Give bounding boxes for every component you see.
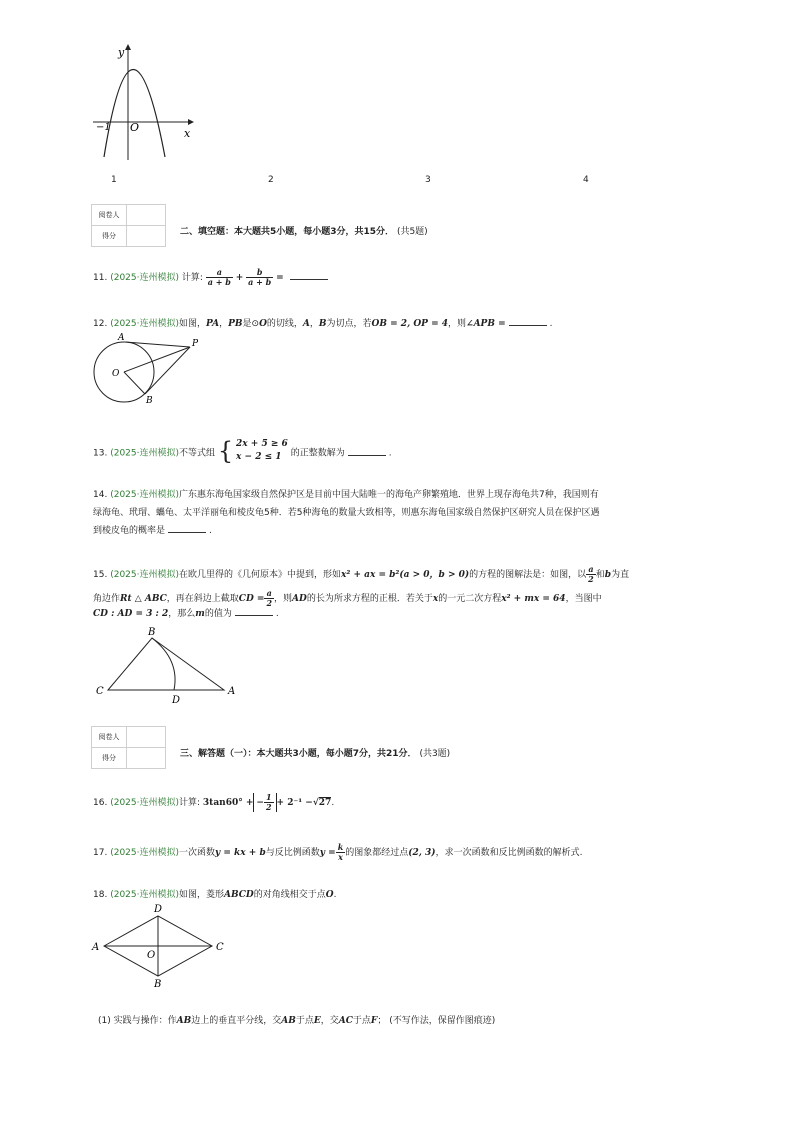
q15-cd-den: 2: [266, 598, 273, 608]
q18-1-f: F: [370, 1016, 378, 1026]
q15-t4: 为直: [611, 570, 630, 580]
q15-ad: AD: [292, 594, 307, 604]
q15-eqn: x² + ax = b²: [341, 570, 400, 580]
rhombus-figure: [90, 902, 235, 992]
q11-plus: +: [235, 273, 244, 283]
label-o: O: [112, 369, 120, 379]
q12-c2: ，: [309, 319, 319, 329]
score-label-2: 得分: [92, 748, 127, 769]
q12-apb: ∠APB =: [466, 319, 506, 329]
q13-ineq1: 2x + 5 ≥ 6: [236, 439, 288, 449]
q14-number: 14.: [93, 490, 108, 500]
option-3: 3: [425, 175, 431, 185]
q12-cond: OB = 2, OP = 4: [371, 319, 449, 329]
label-d: D: [172, 695, 181, 706]
q18-1-ac: AC: [338, 1016, 353, 1026]
section-3-count: (共3题): [419, 749, 451, 759]
q15-l2f: ，当图中: [565, 594, 602, 604]
q15-t3: 和: [595, 570, 605, 580]
label-o: O: [147, 950, 156, 961]
label-a: A: [228, 686, 236, 697]
q15-t2: 的方程的图解法是：如图，以: [469, 570, 587, 580]
q12-t3: 的切线，: [266, 319, 303, 329]
origin-label: O: [130, 121, 140, 134]
score-cell-2[interactable]: [127, 748, 166, 769]
question-18: [93, 888, 336, 902]
q16-number: 16.: [93, 798, 108, 808]
score-box-2: [91, 726, 166, 769]
tangent-pb: [145, 347, 190, 394]
question-17: [93, 843, 582, 862]
q17-lin: y = kx + b: [215, 848, 266, 858]
reviewer-cell[interactable]: [127, 205, 166, 226]
score-cell[interactable]: [127, 226, 166, 247]
q17-inv-frac: [336, 843, 346, 862]
q16-expr1: 3tan60° +: [202, 798, 254, 808]
q17-number: 17.: [93, 848, 108, 858]
q11-answer-blank[interactable]: [290, 271, 328, 280]
q16-expr2: + 2⁻¹ −: [276, 798, 313, 808]
triangle-abc: [108, 638, 224, 690]
q13-source: (2025·连州模拟): [110, 448, 179, 459]
question-14: [93, 488, 599, 502]
q15-x: x: [432, 594, 439, 604]
reviewer-label-2: 阅卷人: [92, 727, 127, 748]
q18-1-t1: 实践与操作：作: [113, 1016, 177, 1026]
q16-abs-den: 2: [265, 802, 272, 812]
section-2-count: (共5题): [396, 227, 428, 237]
segment-op: [124, 347, 190, 372]
y-label: y: [118, 46, 125, 59]
q12-source: (2025·连州模拟): [110, 319, 179, 329]
q15-half-num: a: [586, 565, 596, 575]
q12-t2: 是⊙: [242, 319, 260, 329]
q15-l2e: 的一元二次方程: [438, 594, 502, 604]
question-16: [93, 793, 334, 812]
y-axis-arrow: [125, 44, 131, 50]
q18-source: (2025·连州模拟): [110, 890, 179, 900]
q15-rt: Rt △ ABC: [120, 594, 167, 604]
q15-l3a: ，那么: [168, 609, 196, 619]
section-3-header: [180, 746, 450, 759]
q11-f2-den: a + b: [248, 277, 272, 287]
q15-cd-frac: [264, 589, 274, 608]
q12-t4: 为切点，若: [326, 319, 372, 329]
q13-answer-blank[interactable]: [348, 447, 386, 456]
label-c: C: [216, 942, 224, 953]
q14-line2: 绿海龟、玳瑁、蠵龟、太平洋丽龟和棱皮龟5种．若5种海龟的数量大致相等，则惠东海龟国家级自然保护区研究人员在保护区遇: [93, 508, 600, 518]
label-p: P: [192, 339, 199, 349]
parabola-curve: [104, 70, 165, 158]
q13-t2: 的正整数解为: [290, 448, 345, 459]
q11-number: 11.: [93, 273, 108, 283]
q18-end: .: [333, 890, 337, 900]
q18-abcd: ABCD: [224, 890, 254, 900]
q16-t1: 计算:: [179, 798, 201, 808]
segment-ob: [124, 372, 145, 394]
question-13: [93, 437, 392, 466]
q12-c1: ，: [219, 319, 229, 329]
q17-inv-lhs: y =: [319, 848, 336, 858]
q13-lines: [236, 438, 288, 464]
q15-answer-blank[interactable]: [235, 607, 273, 616]
q12-b: B: [318, 319, 327, 329]
q15-cd: CD =: [238, 594, 265, 604]
question-14-line2: [93, 506, 599, 520]
question-15: [93, 565, 629, 584]
q11-text: 计算:: [181, 273, 203, 283]
q18-o: O: [325, 890, 334, 900]
q15-l2b: ，再在斜边上截取: [166, 594, 239, 604]
q15-number: 15.: [93, 570, 108, 580]
q15-end: .: [275, 609, 279, 619]
q13-system: [218, 438, 288, 464]
q18-1-t2: 边上的垂直平分线，交: [191, 1016, 282, 1026]
q16-sqrt-sign: √: [312, 798, 319, 808]
label-d: D: [154, 904, 163, 915]
q16-sqrt-val: 27: [318, 798, 332, 808]
q15-l2a: 角边作: [93, 594, 121, 604]
option-1: 1: [111, 175, 117, 185]
q12-pb: PB: [228, 319, 243, 329]
q18-t2: 的对角线相交于点: [253, 890, 326, 900]
q18-1-t5: 于点: [352, 1016, 371, 1026]
label-b: B: [154, 979, 162, 990]
section-2-title: 二、填空题：本大题共5小题，每小题3分，共15分．: [180, 227, 395, 237]
question-15-line2: [93, 589, 602, 608]
q13-t1: 不等式组: [179, 448, 216, 459]
section-2-header: [180, 224, 428, 237]
q12-a: A: [302, 319, 310, 329]
q18-1-t6: ；: [377, 1016, 387, 1026]
question-14-line3: [93, 524, 212, 538]
q15-l2c: ，则: [274, 594, 293, 604]
q17-t1: 一次函数: [179, 848, 216, 858]
question-15-line3: [93, 607, 279, 621]
q11-equals: =: [276, 273, 284, 283]
q12-answer-blank[interactable]: [509, 317, 547, 326]
q17-t3: 的图象都经过点: [345, 848, 409, 858]
q11-f1-den: a + b: [207, 277, 231, 287]
label-c: C: [96, 686, 104, 697]
q16-end: .: [331, 798, 335, 808]
q14-line3: 到棱皮龟的概率是: [93, 526, 166, 536]
q11-fraction-2: [246, 268, 273, 287]
q15-half-den: 2: [588, 574, 594, 584]
q13-ineq2: x − 2 ≤ 1: [236, 452, 282, 462]
q17-pt: (2, 3): [408, 848, 436, 858]
q16-abs-frac: [264, 793, 274, 812]
x-label: x: [184, 127, 191, 140]
q17-source: (2025·连州模拟): [110, 848, 179, 858]
q18-1-ab2: AB: [281, 1016, 296, 1026]
q18-number: 18.: [93, 890, 108, 900]
q16-abs-num: 1: [265, 792, 272, 802]
q17-x: x: [338, 852, 343, 862]
q13-number: 13.: [93, 448, 108, 459]
score-label: 得分: [92, 226, 127, 247]
q12-o: O: [259, 319, 267, 329]
label-b: B: [146, 396, 153, 406]
q15-half: [586, 565, 596, 584]
q14-end: .: [209, 526, 212, 536]
q15-b: b: [604, 570, 612, 580]
reviewer-cell-2[interactable]: [127, 727, 166, 748]
score-box: [91, 204, 166, 247]
q17-k: k: [337, 842, 344, 852]
q12-t5: ，则: [448, 319, 467, 329]
q12-pa: PA: [206, 319, 220, 329]
q11-fraction-1: [206, 268, 233, 287]
q18-1-ab: AB: [176, 1016, 192, 1026]
q15-cd-num: a: [264, 589, 274, 599]
parabola-graph: [88, 42, 198, 162]
q18-1-note: (不写作法，保留作图痕迹): [389, 1016, 496, 1026]
q18-t1: 如图，菱形: [179, 890, 225, 900]
triangle-figure: [92, 624, 242, 706]
q15-l3b: 的值为: [204, 609, 232, 619]
label-a: A: [118, 333, 125, 343]
label-a: A: [92, 942, 100, 953]
q12-end: .: [549, 319, 553, 329]
q11-f2-num: b: [246, 268, 273, 278]
q18-1-label: (1): [98, 1016, 111, 1026]
q15-source: (2025·连州模拟): [110, 570, 179, 580]
option-4: 4: [583, 175, 589, 185]
reviewer-label: 阅卷人: [92, 205, 127, 226]
q12-t1: 如图，: [179, 319, 207, 329]
q15-t1: 在欧几里得的《几何原本》中提到，形如: [179, 570, 342, 580]
q12-number: 12.: [93, 319, 108, 329]
q16-source: (2025·连州模拟): [110, 798, 179, 808]
tangent-figure: [88, 332, 208, 407]
minus-one-label: −1: [96, 122, 111, 133]
label-b: B: [148, 627, 156, 638]
option-2: 2: [268, 175, 274, 185]
q14-source: (2025·连州模拟): [110, 490, 179, 500]
q14-line1: 广东惠东海龟国家级自然保护区是目前中国大陆唯一的海龟产卵繁殖地．世界上现存海龟共7种，我国则有: [179, 490, 599, 500]
q16-minus: −: [256, 798, 264, 808]
q14-answer-blank[interactable]: [168, 524, 206, 533]
q15-ratio: CD : AD = 3 : 2: [93, 609, 169, 619]
q15-l2d: 的长为所求方程的正根．若关于: [306, 594, 433, 604]
q11-f1-num: a: [206, 268, 233, 278]
q11-source: (2025·连州模拟): [110, 273, 179, 283]
q15-m: m: [195, 609, 205, 619]
section-3-title: 三、解答题（一）：本大题共3小题，每小题7分，共21分．: [180, 749, 417, 759]
q13-brace: {: [217, 437, 234, 465]
q15-eq2: x² + mx = 64: [501, 594, 566, 604]
q15-cond: (a > 0，b > 0): [399, 570, 470, 580]
q18-1-t4: ，交: [320, 1016, 339, 1026]
question-11: [93, 268, 331, 287]
q16-abs: [253, 793, 276, 812]
q17-t2: 与反比例函数: [265, 848, 320, 858]
q18-1-e: E: [313, 1016, 321, 1026]
q18-1-t3: 于点: [295, 1016, 314, 1026]
question-18-part1: [98, 1014, 495, 1028]
x-axis-arrow: [188, 119, 194, 125]
q17-t4: ，求一次函数和反比例函数的解析式.: [435, 848, 583, 858]
q13-end: .: [388, 448, 392, 459]
question-12: [93, 317, 552, 331]
